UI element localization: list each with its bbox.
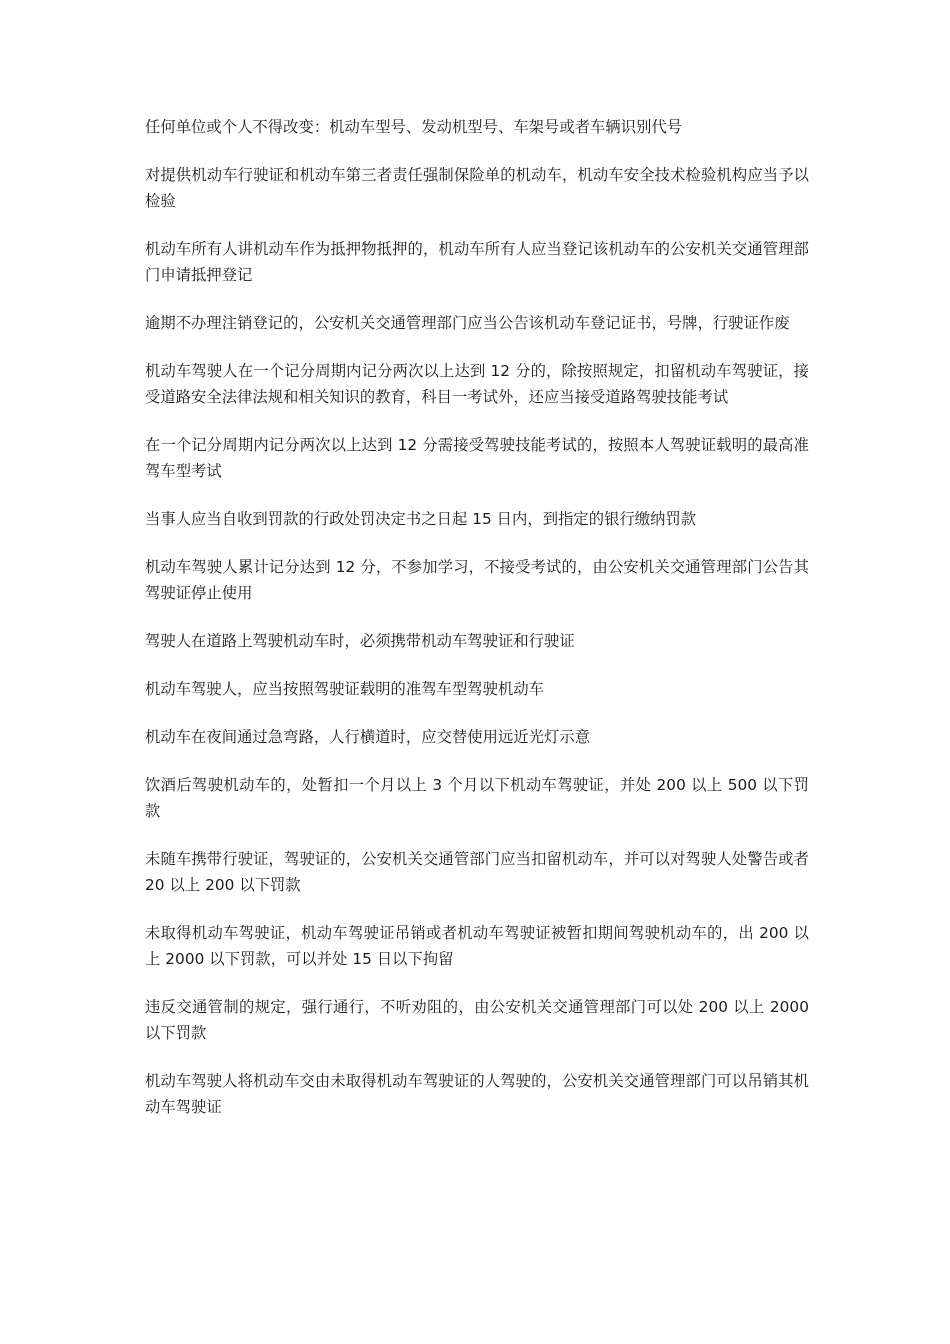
paragraph: 饮酒后驾驶机动车的，处暂扣一个月以上 3 个月以下机动车驾驶证，并处 200 以上 500 以下罚款 [145,776,809,820]
paragraph: 未随车携带行驶证，驾驶证的，公安机关交通管部门应当扣留机动车，并可以对驾驶人处警告或者 20 以上 200 以下罚款 [145,850,809,894]
paragraph: 对提供机动车行驶证和机动车第三者责任强制保险单的机动车，机动车安全技术检验机构应当予以检验 [145,166,809,210]
paragraph: 当事人应当自收到罚款的行政处罚决定书之日起 15 日内，到指定的银行缴纳罚款 [145,510,697,528]
paragraph: 违反交通管制的规定，强行通行，不听劝阻的，由公安机关交通管理部门可以处 200 以上 2000 以下罚款 [145,998,809,1042]
paragraph: 未取得机动车驾驶证，机动车驾驶证吊销或者机动车驾驶证被暂扣期间驾驶机动车的，出 200 以上 2000 以下罚款，可以并处 15 日以下拘留 [145,924,809,968]
paragraph: 机动车驾驶人，应当按照驾驶证载明的准驾车型驾驶机动车 [145,680,545,698]
document-body [145,114,809,1142]
paragraph: 机动车所有人讲机动车作为抵押物抵押的，机动车所有人应当登记该机动车的公安机关交通管理部门申请抵押登记 [145,240,809,284]
paragraph: 任何单位或个人不得改变：机动车型号、发动机型号、车架号或者车辆识别代号 [145,118,683,136]
paragraph: 机动车驾驶人累计记分达到 12 分，不参加学习，不接受考试的，由公安机关交通管理部门公告其驾驶证停止使用 [145,558,809,602]
paragraph: 机动车驾驶人将机动车交由未取得机动车驾驶证的人驾驶的，公安机关交通管理部门可以吊销其机动车驾驶证 [145,1072,809,1116]
paragraph: 机动车在夜间通过急弯路，人行横道时，应交替使用远近光灯示意 [145,728,591,746]
paragraph: 逾期不办理注销登记的，公安机关交通管理部门应当公告该机动车登记证书，号牌，行驶证作废 [145,314,790,332]
paragraph: 驾驶人在道路上驾驶机动车时，必须携带机动车驾驶证和行驶证 [145,632,575,650]
paragraph: 在一个记分周期内记分两次以上达到 12 分需接受驾驶技能考试的，按照本人驾驶证载明的最高准驾车型考试 [145,436,809,480]
paragraph: 机动车驾驶人在一个记分周期内记分两次以上达到 12 分的，除按照规定，扣留机动车驾驶证，接受道路安全法律法规和相关知识的教育，科目一考试外，还应当接受道路驾驶技能考试 [145,362,809,406]
